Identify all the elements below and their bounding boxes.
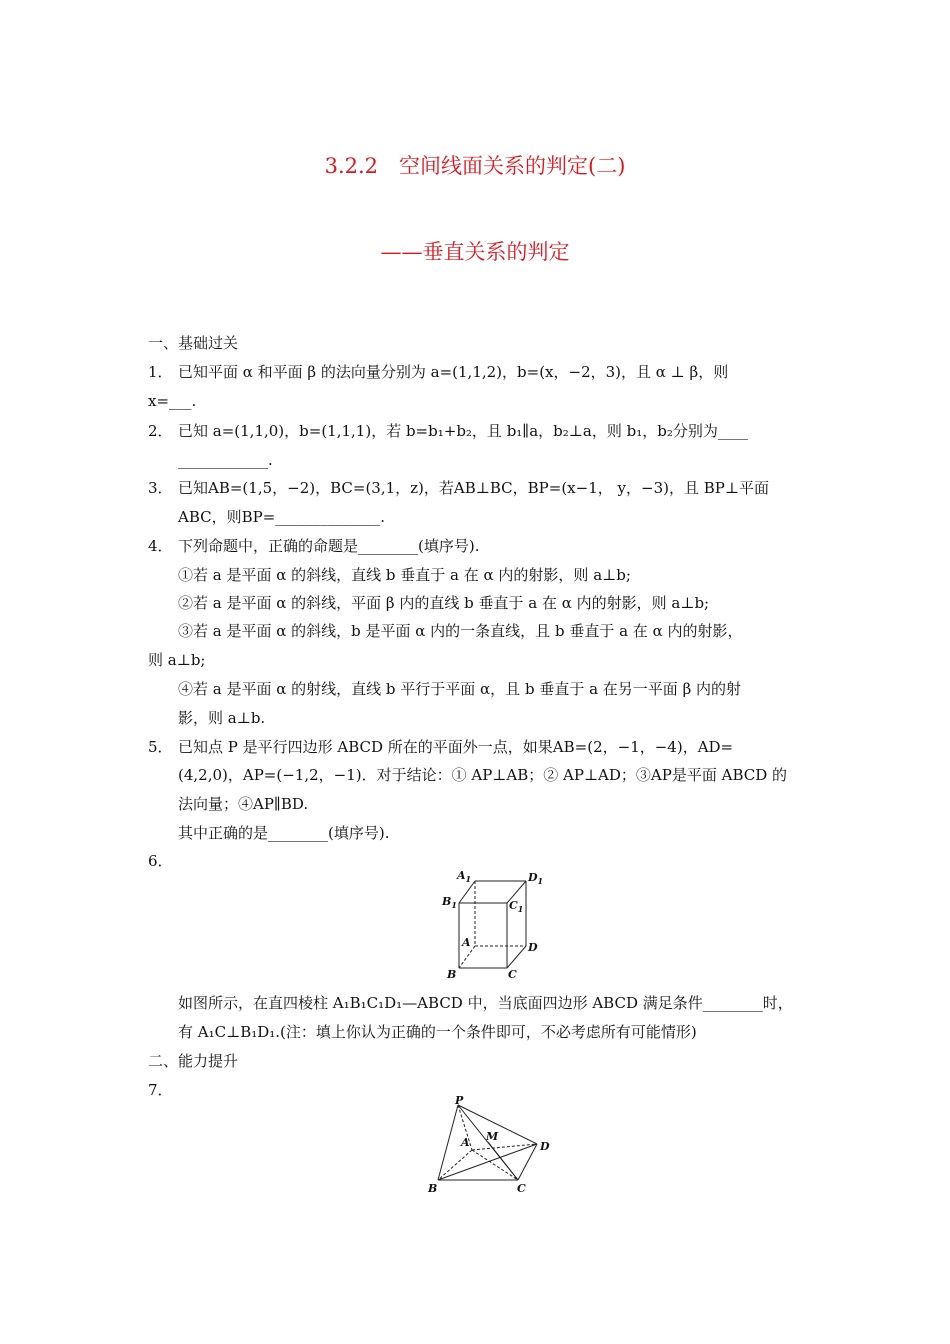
- label-B: B: [447, 968, 457, 980]
- label-C: C: [517, 1182, 526, 1195]
- problem-3-text: 已知AB=(1,5，−2)，BC=(3,1，z)，若AB⊥BC，BP=(x−1， y，−3)，且 BP⊥平面: [178, 479, 769, 497]
- problem-6-text: 如图所示，在直四棱柱 A₁B₁C₁D₁—ABCD 中，当底面四边形 ABCD 满足条件________时，: [178, 994, 793, 1012]
- problem-5-text: 已知点 P 是平行四边形 ABCD 所在的平面外一点，如果AB=(2，−1，−4)，AD=: [178, 738, 734, 756]
- problem-2-answer: ____________.: [178, 451, 273, 469]
- figure-pyramid: [425, 1094, 555, 1198]
- problem-2-number: 2．: [148, 422, 173, 440]
- problem-4-option-2: ②若 a 是平面 α 的斜线，平面 β 内的直线 b 垂直于 a 在 α 内的射影，则 a⊥b;: [178, 594, 710, 612]
- label-B: B: [428, 1182, 438, 1195]
- page-title: 3.2.2 空间线面关系的判定(二): [324, 154, 626, 178]
- label-D1: $D_1$: [528, 871, 544, 886]
- problem-4-option-4-cont: 影，则 a⊥b.: [178, 709, 266, 727]
- label-M: M: [486, 1130, 499, 1143]
- problem-5-number: 5．: [148, 738, 173, 756]
- problem-7-number: 7．: [148, 1081, 173, 1099]
- figure-prism: [440, 864, 550, 980]
- problem-5-line-4: 其中正确的是________(填序号).: [178, 824, 390, 842]
- problem-4-number: 4．: [148, 537, 173, 555]
- problem-5-line-3: 法向量；④AP∥BD.: [178, 795, 309, 813]
- problem-4-option-4: ④若 a 是平面 α 的射线，直线 b 平行于平面 α，且 b 垂直于 a 在另一平面 β 内的射: [178, 680, 742, 698]
- problem-6-number: 6．: [148, 852, 173, 870]
- section-advanced: 二、能力提升: [148, 1052, 239, 1070]
- problem-1-text: 已知平面 α 和平面 β 的法向量分别为 a=(1,1,2)，b=(x，−2，3)，且 α ⊥ β，则: [178, 363, 729, 381]
- problem-5-line-2: (4,2,0)，AP=(−1,2，−1)．对于结论：① AP⊥AB；② AP⊥AD；③AP是平面 ABCD 的: [178, 766, 788, 784]
- label-B1: $B_1$: [442, 895, 457, 910]
- problem-4-option-3-cont: 则 a⊥b;: [148, 651, 206, 669]
- label-D: D: [540, 1140, 550, 1153]
- label-A: A: [461, 1136, 470, 1149]
- problem-4-option-3: ③若 a 是平面 α 的斜线，b 是平面 α 内的一条直线，且 b 垂直于 a 在 α 内的射影，: [178, 622, 743, 640]
- label-C: C: [508, 968, 517, 980]
- label-A1: $A_1$: [457, 869, 472, 884]
- problem-3-number: 3．: [148, 479, 173, 497]
- section-basic: 一、基础过关: [148, 334, 239, 352]
- problem-1-number: 1．: [148, 363, 173, 381]
- problem-4-option-1: ①若 a 是平面 α 的斜线，直线 b 垂直于 a 在 α 内的射影，则 a⊥b;: [178, 566, 631, 584]
- label-A: A: [462, 936, 471, 949]
- problem-6-line-2: 有 A₁C⊥B₁D₁.(注：填上你认为正确的一个条件即可，不必考虑所有可能情形): [178, 1023, 697, 1041]
- problem-2-text: 已知 a=(1,1,0)，b=(1,1,1)，若 b=b₁+b₂，且 b₁∥a，b₂⊥a，则 b₁，b₂分别为____: [178, 422, 748, 440]
- label-D: D: [528, 941, 538, 954]
- label-P: P: [455, 1094, 464, 1107]
- problem-4-text: 下列命题中，正确的命题是________(填序号).: [178, 537, 480, 555]
- label-C1: $C_1$: [509, 899, 524, 914]
- page-subtitle: ——垂直关系的判定: [380, 240, 570, 264]
- problem-1-answer: x=___.: [148, 392, 197, 410]
- problem-3-answer: ABC，则BP=______________.: [178, 508, 386, 526]
